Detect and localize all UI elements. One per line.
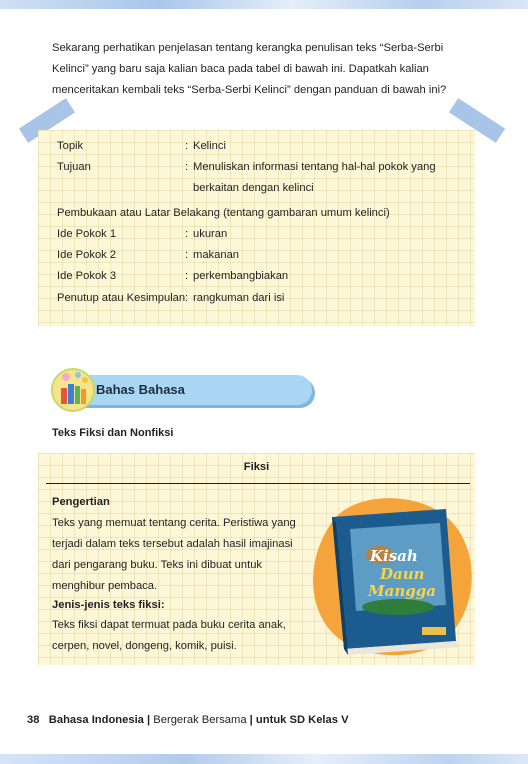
books-icon — [50, 366, 96, 412]
tujuan-value: Menuliskan informasi tentang hal-hal pokok yang berkaitan dengan kelinci — [193, 161, 436, 194]
book-title-line1: Kisah — [370, 547, 418, 565]
footer-series: Bergerak Bersama — [153, 714, 247, 726]
footer-grade: untuk SD Kelas V — [255, 714, 349, 726]
book-title-line2: Daun — [380, 565, 425, 583]
penutup-value: rangkuman dari isi — [193, 292, 285, 304]
ide3-label: Ide Pokok 3 — [57, 270, 117, 282]
footer-separator: | — [249, 714, 253, 726]
ide1-label: Ide Pokok 1 — [57, 228, 117, 240]
jenis-text: Teks fiksi dapat termuat pada buku cerita anak, cerpen, novel, dongeng, komik, puisi. — [52, 619, 286, 652]
pembukaan-row: Pembukaan atau Latar Belakang (tentang gambaran umum kelinci) — [57, 207, 390, 219]
pengertian-heading: Pengertian — [52, 496, 110, 508]
topik-label: Topik — [57, 140, 84, 152]
ide3-value: perkembangbiakan — [193, 270, 289, 282]
section-subheading: Teks Fiksi dan Nonfiksi — [52, 427, 174, 439]
book-cover-illustration — [310, 495, 475, 665]
fiksi-title: Fiksi — [243, 461, 270, 473]
ide2-label: Ide Pokok 2 — [57, 249, 117, 261]
page-footer — [27, 714, 349, 726]
tujuan-label: Tujuan — [57, 161, 91, 173]
page-number: 38 — [27, 714, 40, 726]
ide1-value: ukuran — [193, 228, 228, 240]
footer-separator: | — [147, 714, 151, 726]
top-decorative-strip — [0, 0, 528, 9]
bottom-decorative-strip — [0, 754, 528, 764]
book-title-line3: Mangga — [368, 582, 436, 600]
penutup-label: Penutup atau Kesimpulan — [57, 292, 186, 304]
footer-subject: Bahasa Indonesia — [48, 714, 144, 726]
intro-paragraph: Sekarang perhatikan penjelasan tentang kerangka penulisan teks “Serba-Serbi Kelinci” yang baru saja kalian baca pada tabel di bawah ini. Dapatkah kalian menceritakan kembali teks “Serba-Serbi Kelinci” dengan panduan di bawah ini? — [52, 42, 447, 96]
framework-table: Topik : Kelinci Tujuan : Menuliskan informasi tentang hal-hal pokok yang berkaitan dengan kelinci Pembukaan atau Latar Belakang (tentang gambaran umum kelinci) Ide Pokok 1 : ukuran Ide Pokok 2 : makanan Ide Pokok 3 : perkembangbiakan Penutup atau Kesimpulan : rangkuman dari isi — [38, 130, 475, 326]
topik-value: Kelinci — [193, 140, 226, 152]
fiksi-divider — [46, 483, 470, 484]
ide2-value: makanan — [193, 249, 240, 261]
jenis-heading: Jenis-jenis teks fiksi: — [52, 599, 165, 611]
pengertian-text: Teks yang memuat tentang cerita. Peristiwa yang terjadi dalam teks tersebut adalah hasil imajinasi dari pengarang buku. Teks ini dibuat untuk menghibur pembaca. — [52, 517, 296, 592]
banner-title: Bahas Bahasa — [96, 382, 185, 397]
